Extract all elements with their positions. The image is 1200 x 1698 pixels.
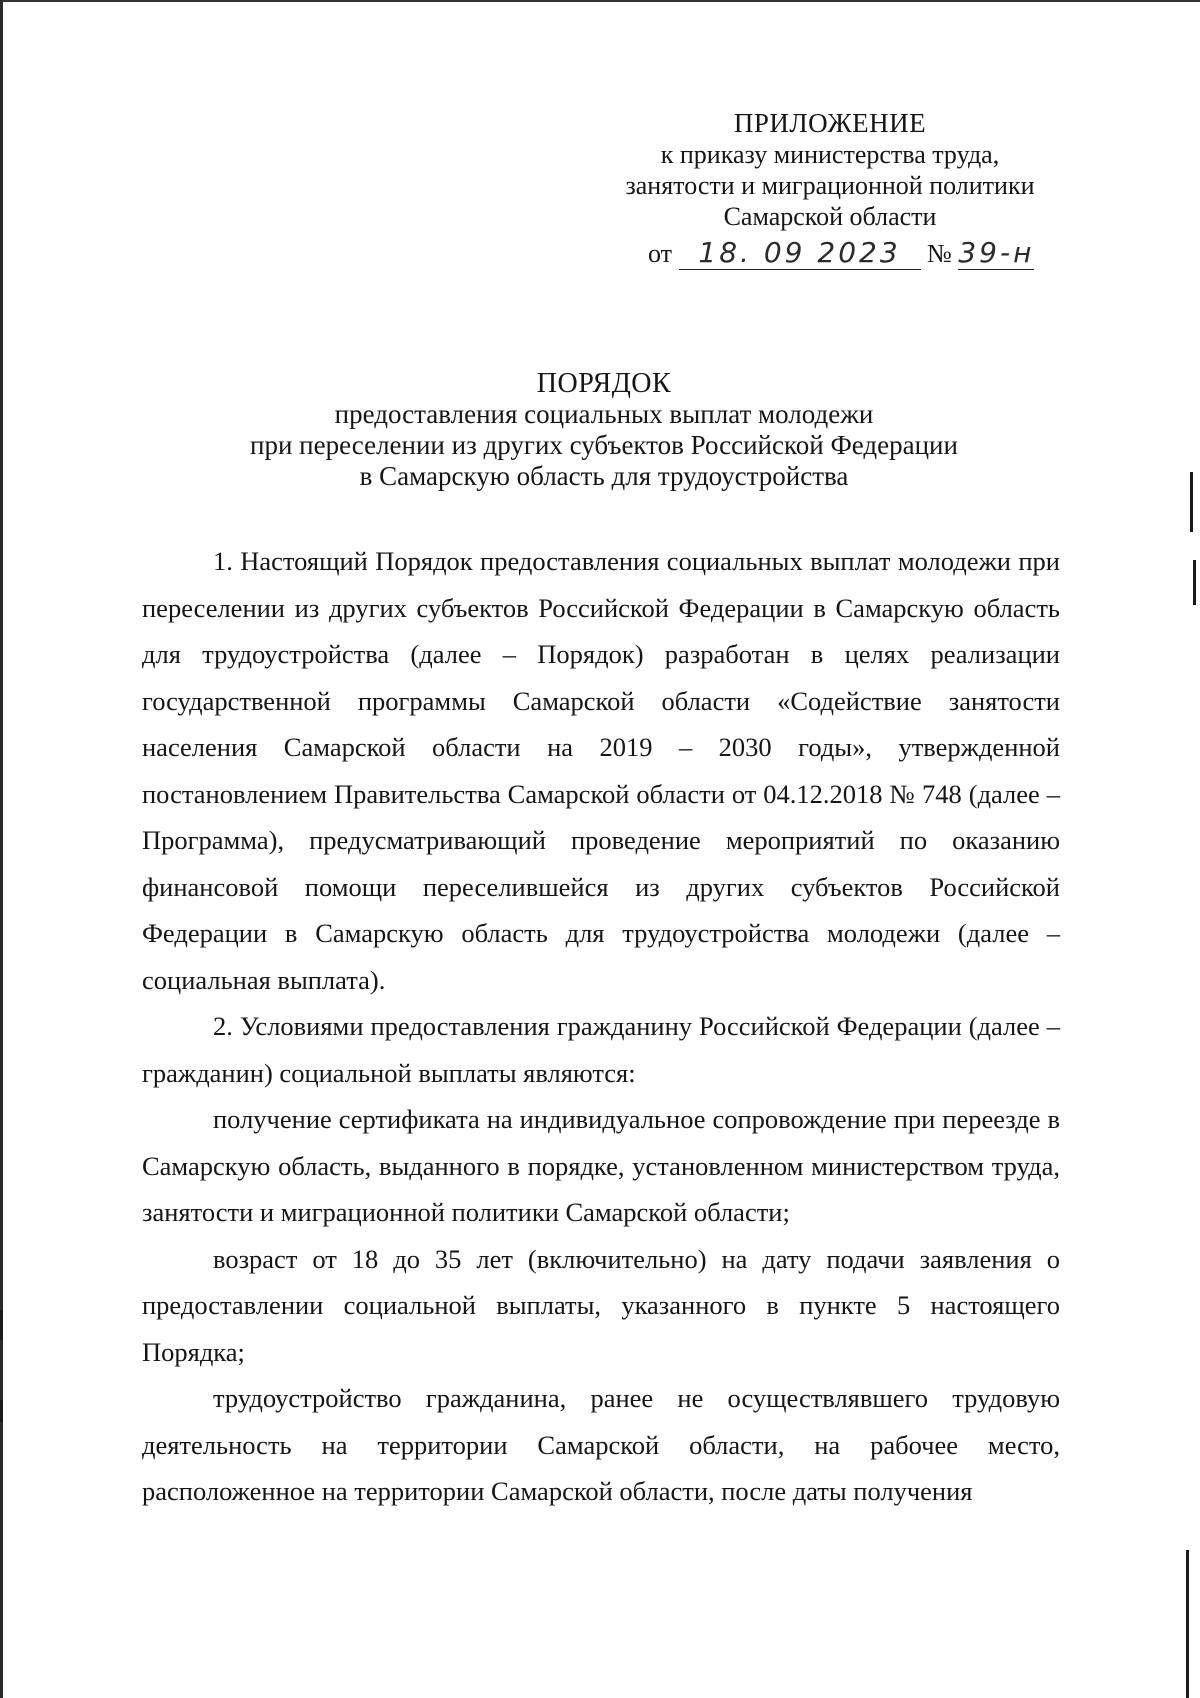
document-body	[142, 538, 1060, 1515]
scan-mark	[0, 1310, 3, 1340]
annex-line: к приказу министерства труда,	[660, 140, 1000, 169]
number-field	[958, 238, 1034, 270]
scan-top-border	[0, 0, 1200, 2]
title-line: предоставления социальных выплат молодежи	[334, 399, 874, 429]
scan-mark	[0, 1400, 3, 1422]
title-line: при переселении из других субъектов Российской Федерации	[250, 430, 958, 460]
annex-date-row	[648, 238, 1034, 278]
annex-line: занятости и миграционной политики	[625, 171, 1035, 200]
paragraph-condition-employment: трудоустройство гражданина, ранее не осуществлявшего трудовую деятельность на территории Самарской области, на рабочее место, расположенное на территории Самарской области, после даты получения	[142, 1383, 1060, 1506]
handwritten-date: 18. 09 2023	[698, 236, 901, 269]
scan-mark	[1193, 560, 1196, 605]
number-label: №	[927, 239, 952, 268]
annex-line: Самарской области	[723, 202, 937, 231]
title-line: в Самарскую область для трудоустройства	[359, 461, 849, 491]
date-field	[679, 238, 921, 270]
paragraph-2: 2. Условиями предоставления гражданину Российской Федерации (далее – гражданин) социальной выплаты являются:	[142, 1011, 1060, 1088]
handwritten-number: 39-н	[958, 236, 1035, 269]
scan-mark	[1186, 1550, 1189, 1698]
annex-title: ПРИЛОЖЕНИЕ	[733, 108, 927, 138]
scan-mark	[1190, 472, 1193, 532]
paragraph-condition-age: возраст от 18 до 35 лет (включительно) на дату подачи заявления о предоставлении социальной выплаты, указанного в пункте 5 настоящего Порядка;	[142, 1243, 1060, 1367]
title-main: ПОРЯДОК	[536, 368, 672, 399]
document-title	[150, 368, 1058, 492]
scan-left-border	[0, 0, 3, 1698]
date-prefix: от	[648, 239, 673, 268]
paragraph-1: 1. Настоящий Порядок предоставления социальных выплат молодежи при переселении из других субъектов Российской Федерации в Самарскую область для трудоустройства (далее – Порядок) разработан в целях реализации государственной программы Самарской области «Содействие занятости населения Самарской области на 2019 – 2030 годы», утвержденной постановлением Правительства Самарской области от 04.12.2018 № 748 (далее – Программа), предусматривающий проведение мероприятий по оказанию финансовой помощи переселившейся из других субъектов Российской Федерации в Самарскую область для трудоустройства молодежи (далее – социальная выплата).	[142, 546, 1060, 995]
paragraph-condition-certificate: получение сертификата на индивидуальное сопровождение при переезде в Самарскую область, выданного в порядке, установленном министерством труда, занятости и миграционной политики Самарской области;	[142, 1104, 1060, 1227]
annex-header	[560, 108, 1100, 232]
